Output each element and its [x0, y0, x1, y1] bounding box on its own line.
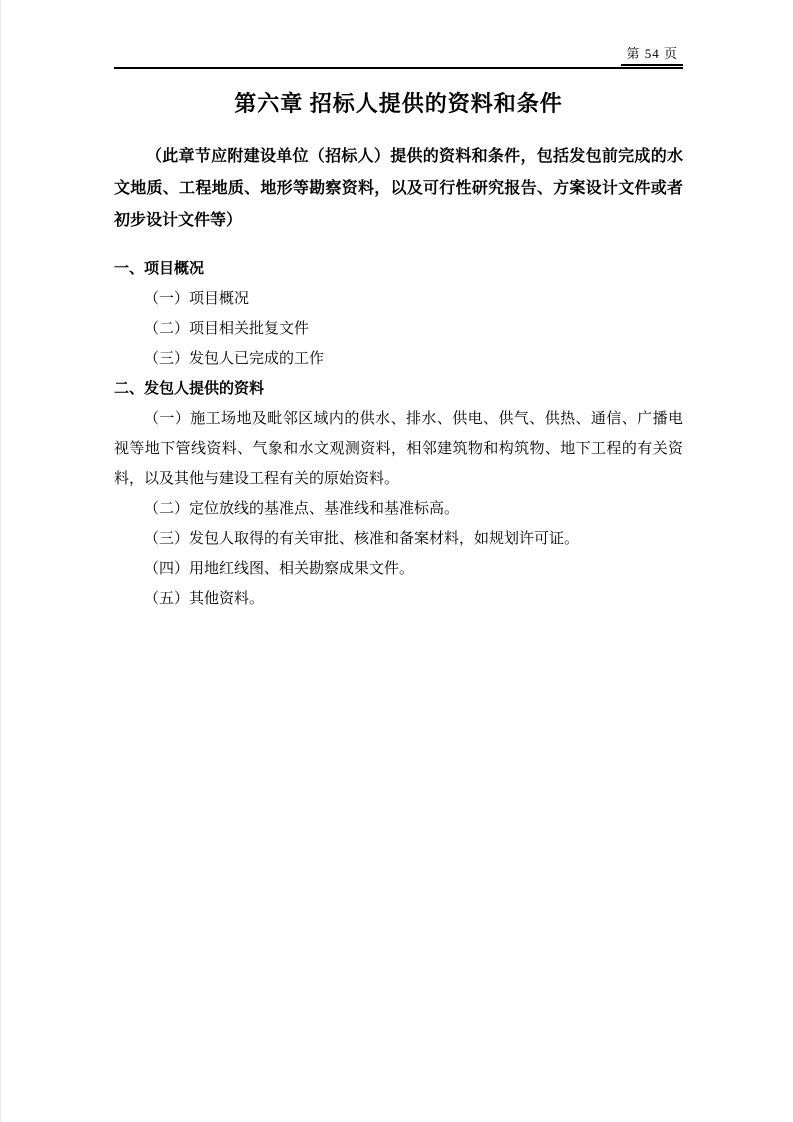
list-item: （五）其他资料。: [144, 591, 265, 607]
page-header: [114, 0, 683, 66]
section-heading-project-overview: 一、项目概况: [114, 261, 205, 277]
list-item: （一）项目概况: [144, 291, 250, 307]
list-item: （二）项目相关批复文件: [144, 321, 310, 337]
document-content: [114, 89, 683, 614]
section-heading-employer-materials: 二、发包人提供的资料: [114, 381, 265, 397]
list-item: （一）施工场地及毗邻区域内的供水、排水、供电、供气、供热、通信、广播电视等地下管线资料、气象和水文观测资料，相邻建筑物和构筑物、地下工程的有关资料，以及其他与建设工程有关的原始资料。: [114, 411, 683, 487]
list-item: （三）发包人取得的有关审批、核准和备案材料，如规划许可证。: [144, 531, 580, 547]
list-item: （三）发包人已完成的工作: [144, 351, 325, 367]
list-item: （四）用地红线图、相关勘察成果文件。: [144, 561, 415, 577]
chapter-title: 第六章 招标人提供的资料和条件: [234, 91, 563, 116]
intro-paragraph: （此章节应附建设单位（招标人）提供的资料和条件，包括发包前完成的水文地质、工程地质、地形等勘察资料，以及可行性研究报告、方案设计文件或者初步设计文件等）: [114, 148, 683, 229]
header-rule: [114, 67, 683, 69]
page-number: 第 54 页: [621, 45, 683, 66]
list-item: （二）定位放线的基准点、基准线和基准标高。: [144, 501, 460, 517]
